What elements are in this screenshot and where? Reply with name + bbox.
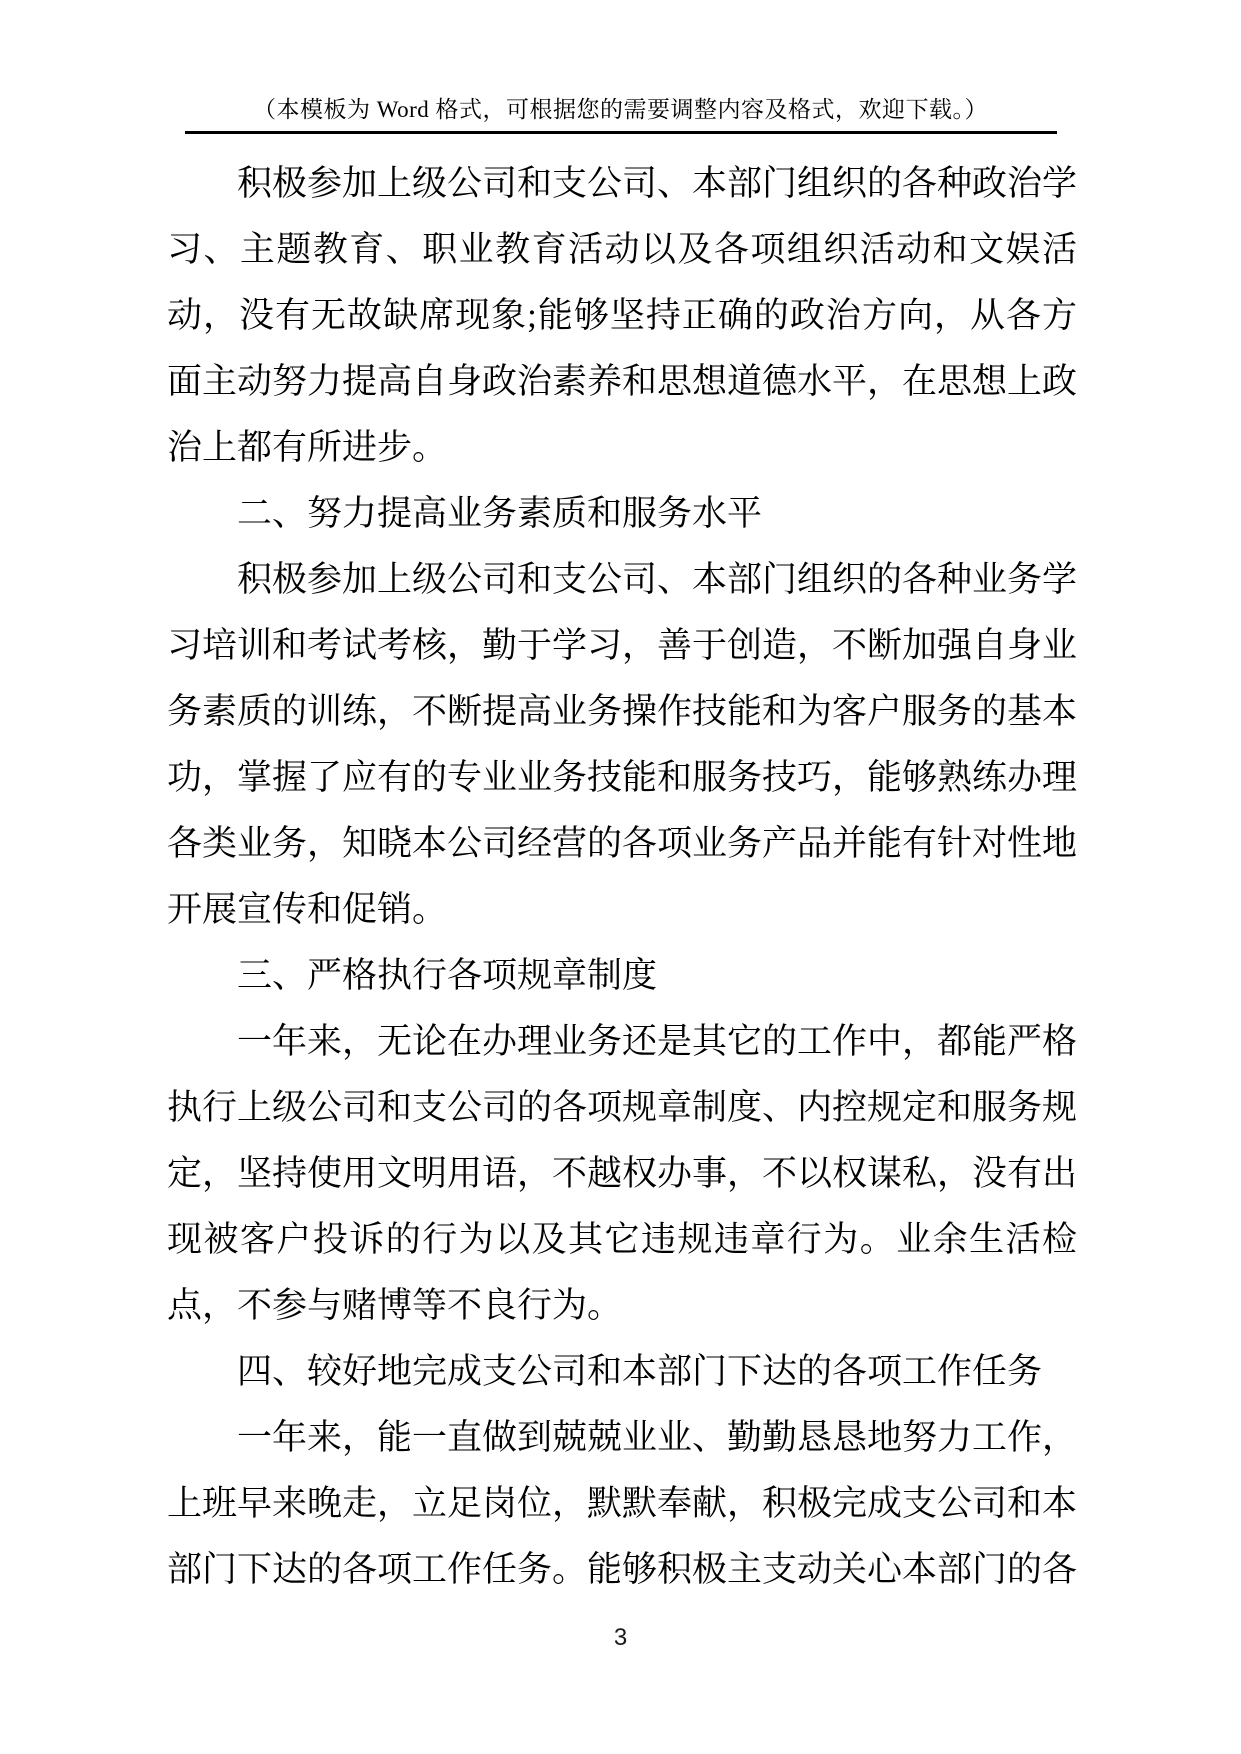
paragraph: 一年来，无论在办理业务还是其它的工作中，都能严格执行上级公司和支公司的各项规章制度、内控规定和服务规定，坚持使用文明用语，不越权办事，不以权谋私，没有出现被客户投诉的行为以及其它违规违章行为。业余生活检点，不参与赌博等不良行为。 — [167, 1022, 1078, 1325]
page-number: 3 — [613, 1624, 628, 1651]
section-heading: 二、努力提高业务素质和服务水平 — [237, 494, 763, 533]
paragraph: 积极参加上级公司和支公司、本部门组织的各种政治学习、主题教育、职业教育活动以及各项组织活动和文娱活动，没有无故缺席现象;能够坚持正确的政治方向，从各方面主动努力提高自身政治素养和思想道德水平，在思想上政治上都有所进步。 — [167, 164, 1078, 467]
section-heading: 四、较好地完成支公司和本部门下达的各项工作任务 — [237, 1352, 1043, 1391]
page-header — [0, 0, 1241, 134]
paragraph: 一年来，能一直做到兢兢业业、勤勤恳恳地努力工作，上班早来晚走，立足岗位，默默奉献，积极完成支公司和本部门下达的各项工作任务。能够积极主支动关心本部门的各 — [167, 1418, 1078, 1589]
header-rule — [185, 131, 1057, 134]
paragraph: 积极参加上级公司和支公司、本部门组织的各种业务学习培训和考试考核，勤于学习，善于创造，不断加强自身业务素质的训练，不断提高业务操作技能和为客户服务的基本功，掌握了应有的专业业务技能和服务技巧，能够熟练办理各类业务，知晓本公司经营的各项业务产品并能有针对性地开展宣传和促销。 — [167, 560, 1078, 929]
section-heading: 三、严格执行各项规章制度 — [237, 956, 658, 995]
document-body — [167, 151, 1077, 1603]
page-footer — [0, 1624, 1241, 1652]
header-note: （本模板为 Word 格式，可根据您的需要调整内容及格式，欢迎下载。） — [252, 97, 989, 122]
